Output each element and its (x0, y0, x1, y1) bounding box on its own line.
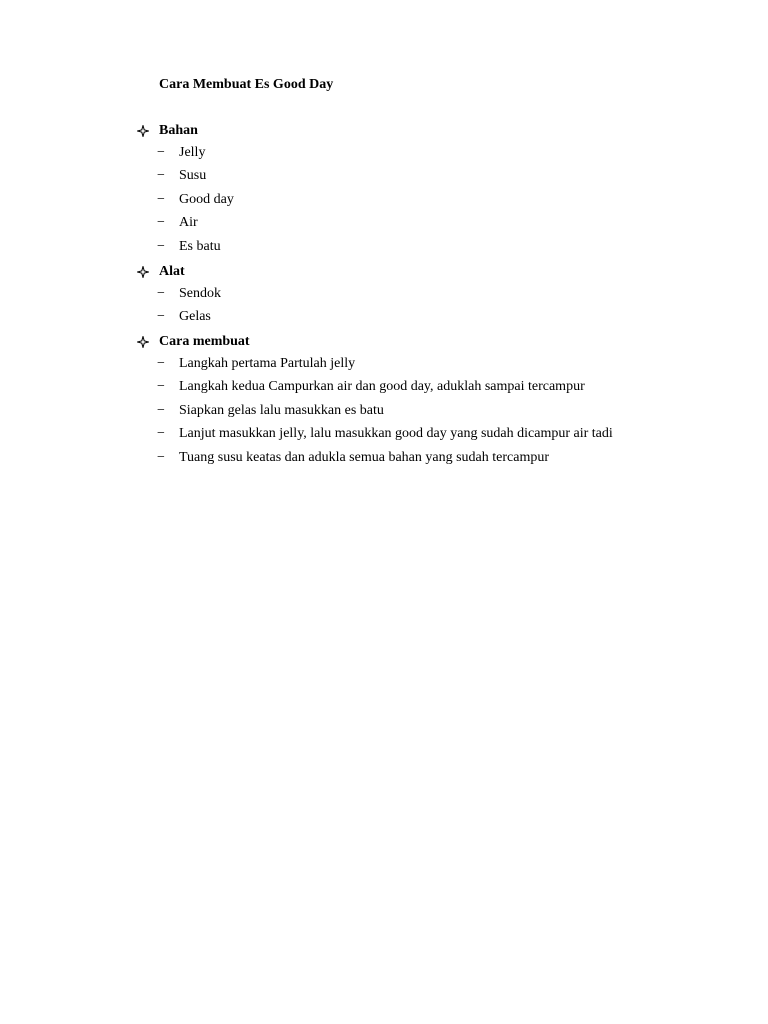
dash-bullet: − (157, 144, 165, 160)
section-heading (137, 262, 737, 282)
dash-bullet: − (157, 285, 165, 301)
document-title: Cara Membuat Es Good Day (159, 77, 334, 92)
section-bahan (137, 121, 737, 259)
dash-bullet: − (157, 215, 165, 231)
dash-bullet: − (157, 191, 165, 207)
section-heading-text: Cara membuat (159, 334, 250, 349)
dash-bullet: − (157, 355, 165, 371)
diamond-bullet-icon (137, 125, 149, 137)
dash-bullet: − (157, 402, 165, 418)
list-item: − Jelly (157, 144, 206, 160)
section-heading (137, 332, 737, 352)
section-heading (137, 121, 737, 141)
tool-list (137, 282, 737, 329)
list-item: − Good day (157, 191, 234, 207)
steps-list (137, 352, 737, 470)
diamond-bullet-icon (137, 266, 149, 278)
diamond-bullet-icon (137, 336, 149, 348)
list-item: − Langkah pertama Partulah jelly (157, 355, 356, 371)
section-alat (137, 262, 737, 329)
dash-bullet: − (157, 238, 165, 254)
dash-bullet: − (157, 168, 165, 184)
list-item: − Sendok (157, 285, 221, 301)
list-item: − Air (157, 215, 198, 231)
section-heading-text: Bahan (159, 123, 198, 138)
dash-bullet: − (157, 379, 165, 395)
list-item: − Susu (157, 168, 207, 184)
list-item: − Es batu (157, 238, 221, 254)
list-item: − Tuang susu keatas dan adukla semua bahan yang sudah tercampur (157, 449, 549, 465)
ingredient-list (137, 141, 737, 259)
list-item: − Langkah kedua Campurkan air dan good day, aduklah sampai tercampur (157, 379, 585, 395)
list-item: − Siapkan gelas lalu masukkan es batu (157, 402, 384, 418)
dash-bullet: − (157, 449, 165, 465)
list-item: − Lanjut masukkan jelly, lalu masukkan good day yang sudah dicampur air tadi (157, 426, 613, 442)
dash-bullet: − (157, 309, 165, 325)
list-item: − Gelas (157, 309, 211, 325)
section-cara-membuat (137, 332, 737, 470)
dash-bullet: − (157, 426, 165, 442)
section-heading-text: Alat (159, 264, 185, 279)
